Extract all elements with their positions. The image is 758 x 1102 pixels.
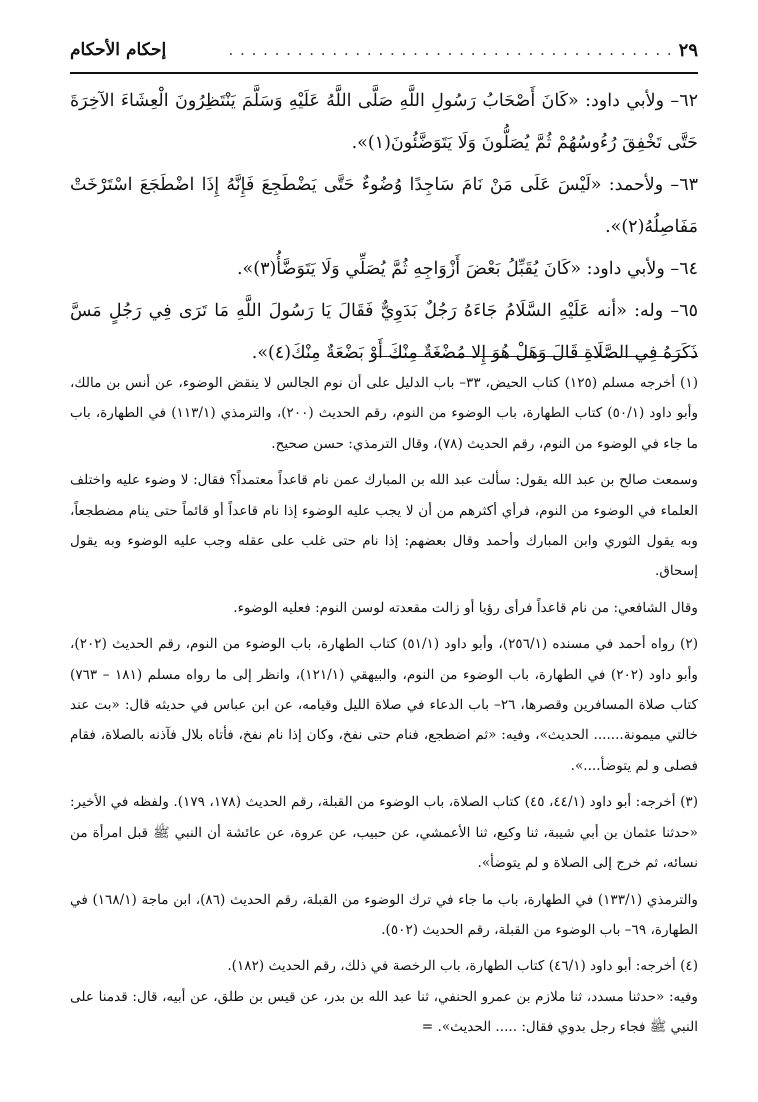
hadith-65: ٦٥– وله: «أنه عَلَيْهِ السَّلَامُ جَاءَهُ رَجُلٌ بَدَوِيٌّ فَقَالَ يَا رَسُولَ اللَّهِ مَا تَرَى فِي رَجُلٍ مَسَّ ذَكَرَهُ فِي الصَّلَاةِ قَالَ وَهَلْ هُوَ إِلا مُضْغَةٌ مِنْكَ أَوْ بَضْعَةٌ مِنْكَ(٤)».	[70, 301, 698, 363]
footnote-1-shafii-note: وقال الشافعي: من نام قاعداً فرأى رؤيا أو زالت مقعدته لوسن النوم: فعليه الوضوء.	[233, 599, 698, 616]
header-leader-dots: . . . . . . . . . . . . . . . . . . . . . . . . . . . . . . . . . . . . . . .	[228, 41, 673, 59]
footnote-1-tirmidhi-note: وسمعت صالح بن عبد الله يقول: سألت عبد الله بن المبارك عمن نام قاعداً معتمداً؟ فقال: لا وضوء عليه واختلف العلماء في الوضوء من النوم، فرأي أكثرهم من أن لا يجب عليه الوضوء إذا نام قاعداً أو قائماً حتى ينام مضطجعاً، وبه يقول الثوري وابن المبارك وأحمد وقال بعضهم: إذا نام حتى غلب على عقله وجب عليه الوضوء وبه يقول إسحاق.	[70, 472, 698, 580]
footnote-3: (٣) أخرجه: أبو داود (٤٤/١، ٤٥) كتاب الصلاة، باب الوضوء من القبلة، رقم الحديث (١٧٨، ١٧٩). ولفظه في الأخير: «حدثنا عثمان بن أبي شيبة، ثنا وكيع، ثنا الأعمشي، عن حبيب، عن عروة، عن عائشة أن النبي ﷺ قبل امرأة من نسائه، ثم خرج إلى الصلاة و لم يتوضأ».	[70, 794, 698, 872]
footnote-3-continued: والترمذي (١٣٣/١) في الطهارة، باب ما جاء في ترك الوضوء من القبلة، رقم الحديث (٨٦)، ابن ماجة (١٦٨/١) في الطهارة، ٦٩– باب الوضوء من القبلة، رقم الحديث (٥٠٢).	[70, 891, 698, 938]
running-title: إحكام الأحكام	[70, 40, 167, 60]
footnote-1: (١) أخرجه مسلم (١٢٥) كتاب الحيض، ٣٣– باب الدليل على أن نوم الجالس لا ينقض الوضوء، عن أنس بن مالك، وأبو داود (٥٠/١) كتاب الطهارة، باب الوضوء من النوم، رقم الحديث (٢٠٠)، والترمذي (١١٣/١) في الطهارة، باب ما جاء في الوضوء من النوم، رقم الحديث (٧٨)، وقال الترمذي: حسن صحيح.	[70, 375, 699, 452]
footnote-4-continued: وفيه: «حدثنا مسدد، ثنا ملازم بن عمرو الحنفي، ثنا عبد الله بن بدر، عن قيس بن طلق، عن أبيه، قال: قدمنا على النبي ﷺ فجاء رجل بدوي فقال: ..... الحديث». =	[70, 988, 698, 1036]
footnote-2: (٢) رواه أحمد في مسنده (٢٥٦/١)، وأبو داود (٥١/١) كتاب الطهارة، باب الوضوء من النوم، رقم الحديث (٢٠٢)، وأبو داود (٢٠٢) في الطهارة، باب الوضوء من النوم، والبيهقي (١٢١/١)، وانظر إلى ما رواه مسلم (١٨١ – ٧٦٣) كتاب صلاة المسافرين وقصرها، ٢٦– باب الدعاء في صلاة الليل وقيامه، عن ابن عباس في حديثه قال: «بت عند خالتي ميمونة....... الحديث»، وفيه: «ثم اضطجع، فنام حتى نفخ، وكان إذا نام نفخ، فأتاه بلال فآذنه بالصلاة، فقام فصلى و لم يتوضأ....».	[70, 636, 698, 774]
hadith-text	[70, 80, 698, 374]
footnote-divider	[376, 356, 698, 357]
page-number: ٢٩	[678, 39, 698, 61]
hadith-63: ٦٣– ولأحمد: «لَيْسَ عَلَى مَنْ نَامَ سَاجِدًا وُضُوءٌ حَتَّى يَضْطَجِعَ فَإِنَّهُ إِذَا اضْطَجَعَ اسْتَرْخَتْ مَفَاصِلُهُ(٢)».	[70, 175, 698, 237]
footnotes	[70, 368, 698, 1043]
page-header	[70, 28, 698, 74]
hadith-64: ٦٤– ولأبي داود: «كَانَ يُقَبِّلُ بَعْضَ أَزْوَاجِهِ ثُمَّ يُصَلِّي وَلَا يَتَوَضَّأُ(٣)».	[236, 259, 698, 279]
hadith-62: ٦٢– ولأبي داود: «كَانَ أَصْحَابُ رَسُولِ اللَّهِ صَلَّى اللَّهُ عَلَيْهِ وَسَلَّمَ يَنْتَظِرُونَ الْعِشَاءَ الآخِرَةَ حَتَّى تَخْفِقَ رُءُوسُهُمْ ثُمَّ يُصَلُّونَ وَلَا يَتَوَضَّئُونَ(١)».	[70, 91, 698, 153]
footnote-4: (٤) أخرجه: أبو داود (٤٦/١) كتاب الطهارة، باب الرخصة في ذلك، رقم الحديث (١٨٢).	[227, 958, 698, 975]
